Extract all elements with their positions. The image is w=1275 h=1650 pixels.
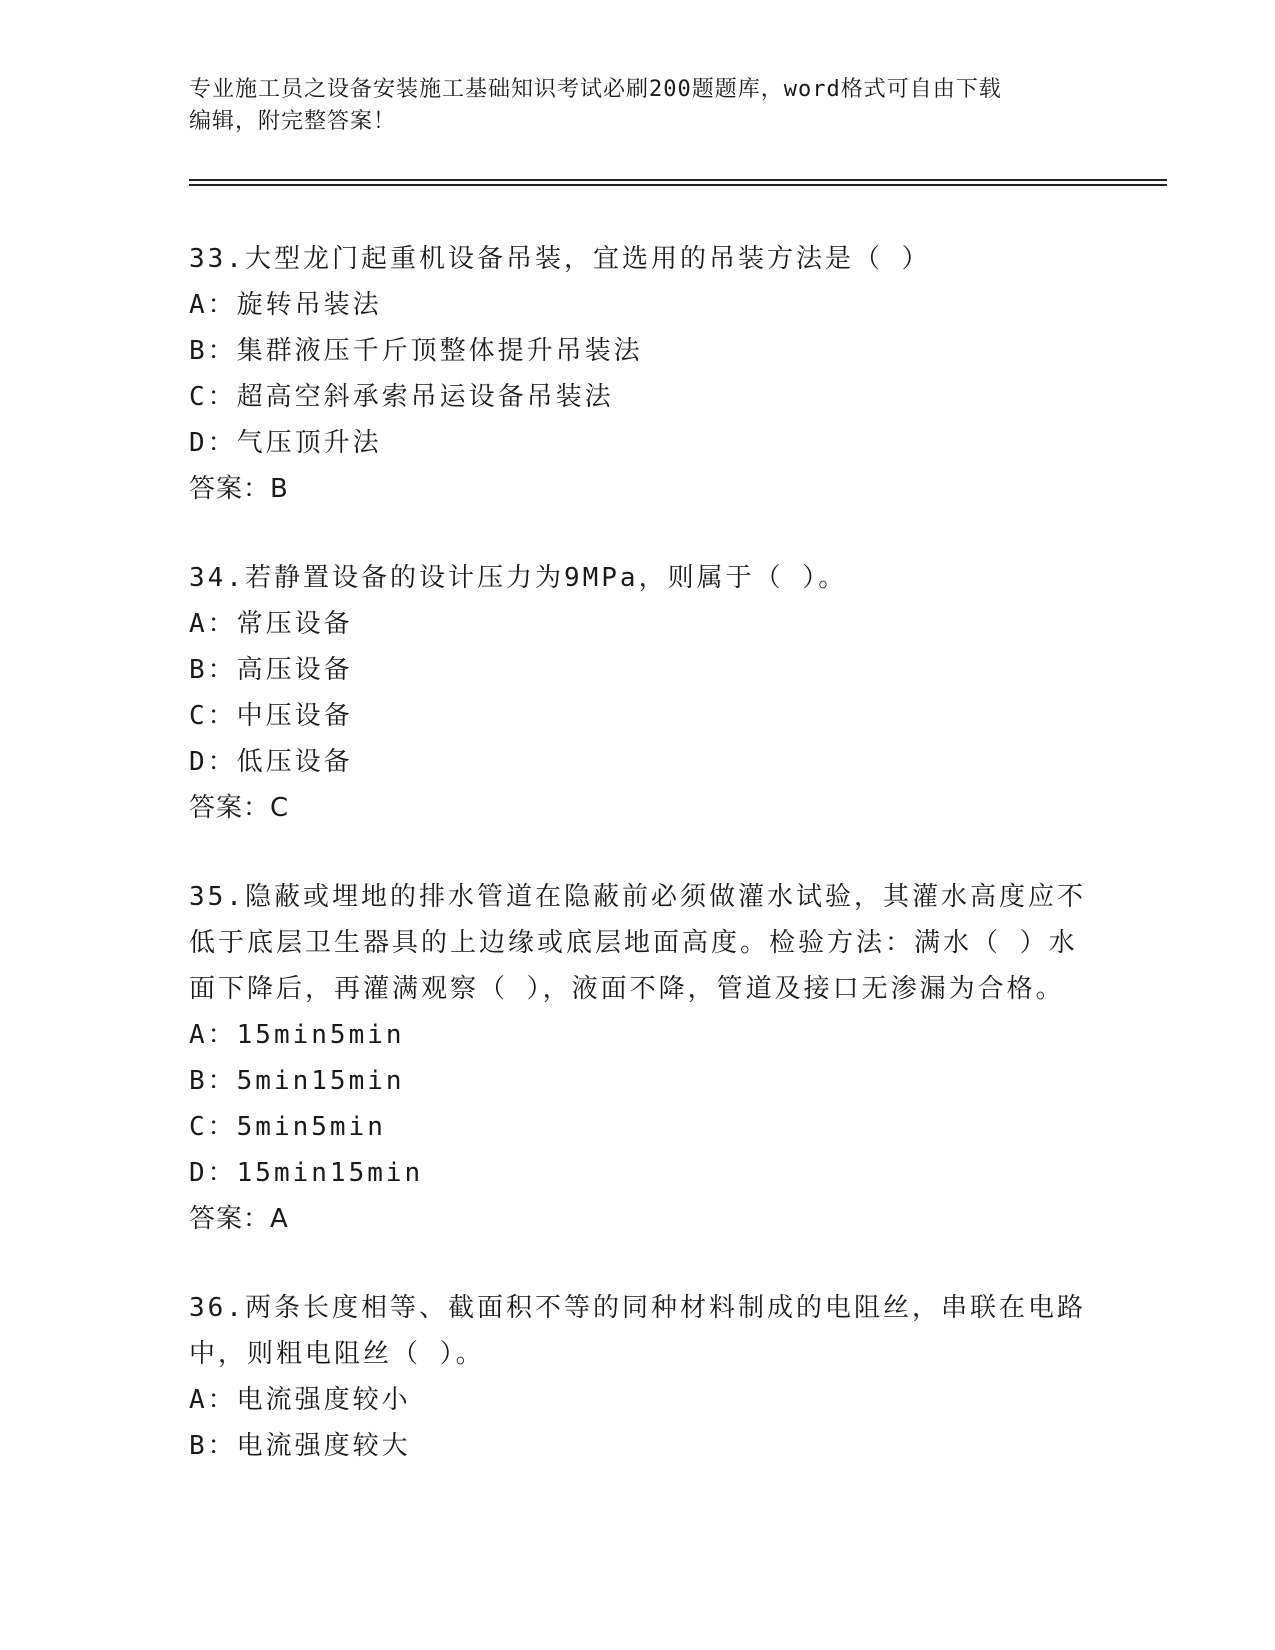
answer: 答案：A <box>189 1204 289 1234</box>
option-d: D：低压设备 <box>189 747 353 777</box>
question-36 <box>189 1285 1089 1469</box>
question-stem: 33.大型龙门起重机设备吊装，宜选用的吊装方法是（ ） <box>189 244 931 274</box>
question-list <box>189 236 1089 1512</box>
option-a: A：15min5min <box>189 1020 405 1050</box>
option-a: A：旋转吊装法 <box>189 290 382 320</box>
header-divider-top <box>189 179 1167 181</box>
question-stem-line-2: 中，则粗电阻丝（ ）。 <box>189 1339 485 1369</box>
option-a: A：电流强度较小 <box>189 1385 411 1415</box>
option-c: C：中压设备 <box>189 701 353 731</box>
option-c: C：超高空斜承索吊运设备吊装法 <box>189 382 614 412</box>
header-divider-bottom <box>189 184 1167 186</box>
question-34 <box>189 555 1089 831</box>
answer: 答案：C <box>189 793 290 823</box>
option-b: B：5min15min <box>189 1066 405 1096</box>
option-b: B：集群液压千斤顶整体提升吊装法 <box>189 336 643 366</box>
question-35 <box>189 874 1089 1242</box>
header-title-line-2: 编辑，附完整答案！ <box>189 109 397 134</box>
question-stem-line-3: 面下降后，再灌满观察（ ），液面不降，管道及接口无渗漏为合格。 <box>189 974 1065 1004</box>
option-d: D：气压顶升法 <box>189 428 382 458</box>
document-header <box>189 74 1089 138</box>
question-stem-line-1: 36.两条长度相等、截面积不等的同种材料制成的电阻丝，串联在电路 <box>189 1293 1086 1323</box>
option-c: C：5min5min <box>189 1112 386 1142</box>
answer: 答案：B <box>189 474 289 504</box>
question-33 <box>189 236 1089 512</box>
question-stem: 34.若静置设备的设计压力为9MPa，则属于（ ）。 <box>189 563 848 593</box>
question-stem-line-1: 35.隐蔽或埋地的排水管道在隐蔽前必须做灌水试验，其灌水高度应不 <box>189 882 1086 912</box>
header-title-line-1: 专业施工员之设备安装施工基础知识考试必刷200题题库，word格式可自由下载 <box>189 77 1002 102</box>
question-stem-line-2: 低于底层卫生器具的上边缘或底层地面高度。检验方法：满水（ ）水 <box>189 928 1078 958</box>
option-b: B：电流强度较大 <box>189 1431 411 1461</box>
option-b: B：高压设备 <box>189 655 353 685</box>
option-a: A：常压设备 <box>189 609 353 639</box>
option-d: D：15min15min <box>189 1158 424 1188</box>
